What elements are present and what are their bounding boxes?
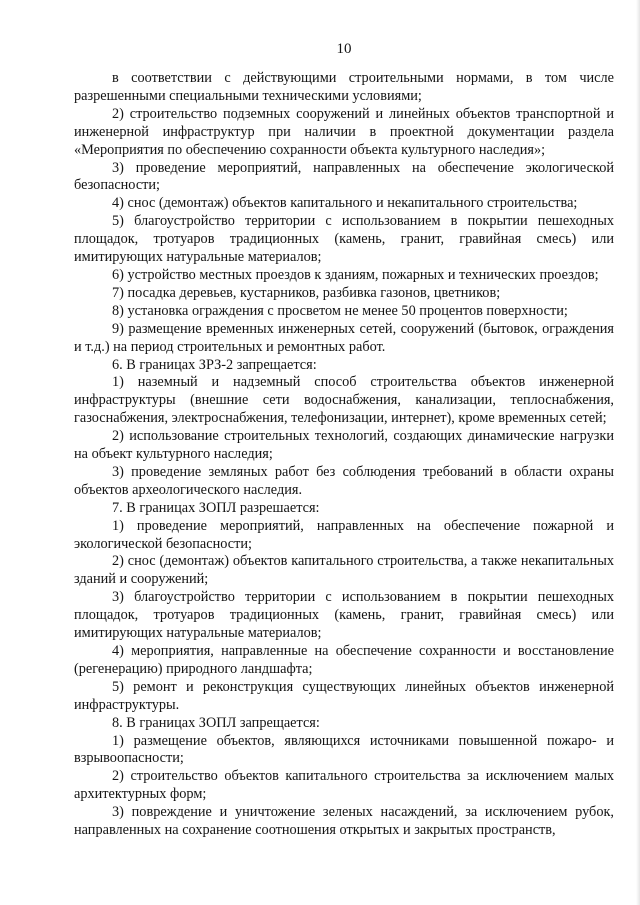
paragraph: 4) снос (демонтаж) объектов капитального и некапитального строительства; bbox=[112, 195, 578, 212]
document-body bbox=[74, 70, 614, 840]
paragraph: 2) строительство подземных сооружений и линейных объектов транспортной и инженерной инфраструктур при наличии в проектной документации раздела «Мероприятия по обеспечению сохранности объекта культурного наследия»; bbox=[74, 105, 614, 158]
paragraph: 2) использование строительных технологий, создающих динамические нагрузки на объект культурного наследия; bbox=[74, 428, 614, 463]
paragraph: 3) проведение земляных работ без соблюдения требований в области охраны объектов археологического наследия. bbox=[74, 463, 614, 498]
paragraph: 3) благоустройство территории с использованием в покрытии пешеходных площадок, тротуаров традиционных (камень, гранит, гравийная смесь) или имитирующих натуральные материалов; bbox=[74, 589, 614, 642]
paragraph: 2) строительство объектов капитального строительства за исключением малых архитектурных форм; bbox=[74, 768, 614, 803]
paragraph: 9) размещение временных инженерных сетей, сооружений (бытовок, ограждения и т.д.) на период строительных и ремонтных работ. bbox=[74, 320, 614, 355]
section-heading: 7. В границах ЗОПЛ разрешается: bbox=[112, 499, 320, 516]
paragraph: 7) посадка деревьев, кустарников, разбивка газонов, цветников; bbox=[112, 284, 501, 301]
paragraph: 3) проведение мероприятий, направленных на обеспечение экологической безопасности; bbox=[74, 159, 614, 194]
paragraph: 1) размещение объектов, являющихся источниками повышенной пожаро- и взрывоопасности; bbox=[74, 732, 614, 767]
paragraph: 5) ремонт и реконструкция существующих линейных объектов инженерной инфраструктуры. bbox=[74, 678, 614, 713]
paragraph: 1) наземный и надземный способ строительства объектов инженерной инфраструктуры (внешние сети водоснабжения, канализации, теплоснабжения, газоснабжения, электроснабжения, телефонизации, интернет), кроме временных сетей; bbox=[74, 374, 614, 427]
paragraph: в соответствии с действующими строительными нормами, в том числе разрешенными специальными техническими условиями; bbox=[74, 70, 614, 104]
section-heading: 8. В границах ЗОПЛ запрещается: bbox=[112, 714, 320, 731]
section-heading: 6. В границах ЗРЗ-2 запрещается: bbox=[112, 356, 317, 373]
paragraph: 2) снос (демонтаж) объектов капитального строительства, а также некапитальных зданий и сооружений; bbox=[74, 553, 614, 588]
paragraph: 6) устройство местных проездов к зданиям, пожарных и технических проездов; bbox=[112, 266, 599, 283]
paragraph: 4) мероприятия, направленные на обеспечение сохранности и восстановление (регенерацию) природного ландшафта; bbox=[74, 643, 614, 677]
page-number: 10 bbox=[336, 41, 352, 57]
paragraph: 8) установка ограждения с просветом не менее 50 процентов поверхности; bbox=[112, 302, 568, 319]
paragraph: 3) повреждение и уничтожение зеленых насаждений, за исключением рубок, направленных на сохранение соотношения открытых и закрытых пространств, bbox=[74, 804, 614, 839]
paragraph: 5) благоустройство территории с использованием в покрытии пешеходных площадок, тротуаров традиционных (камень, гранит, гравийная смесь) или имитирующих натуральные материалов; bbox=[74, 213, 614, 266]
scan-edge bbox=[636, 0, 640, 905]
paragraph: 1) проведение мероприятий, направленных на обеспечение пожарной и экологической безопасности; bbox=[74, 517, 614, 552]
